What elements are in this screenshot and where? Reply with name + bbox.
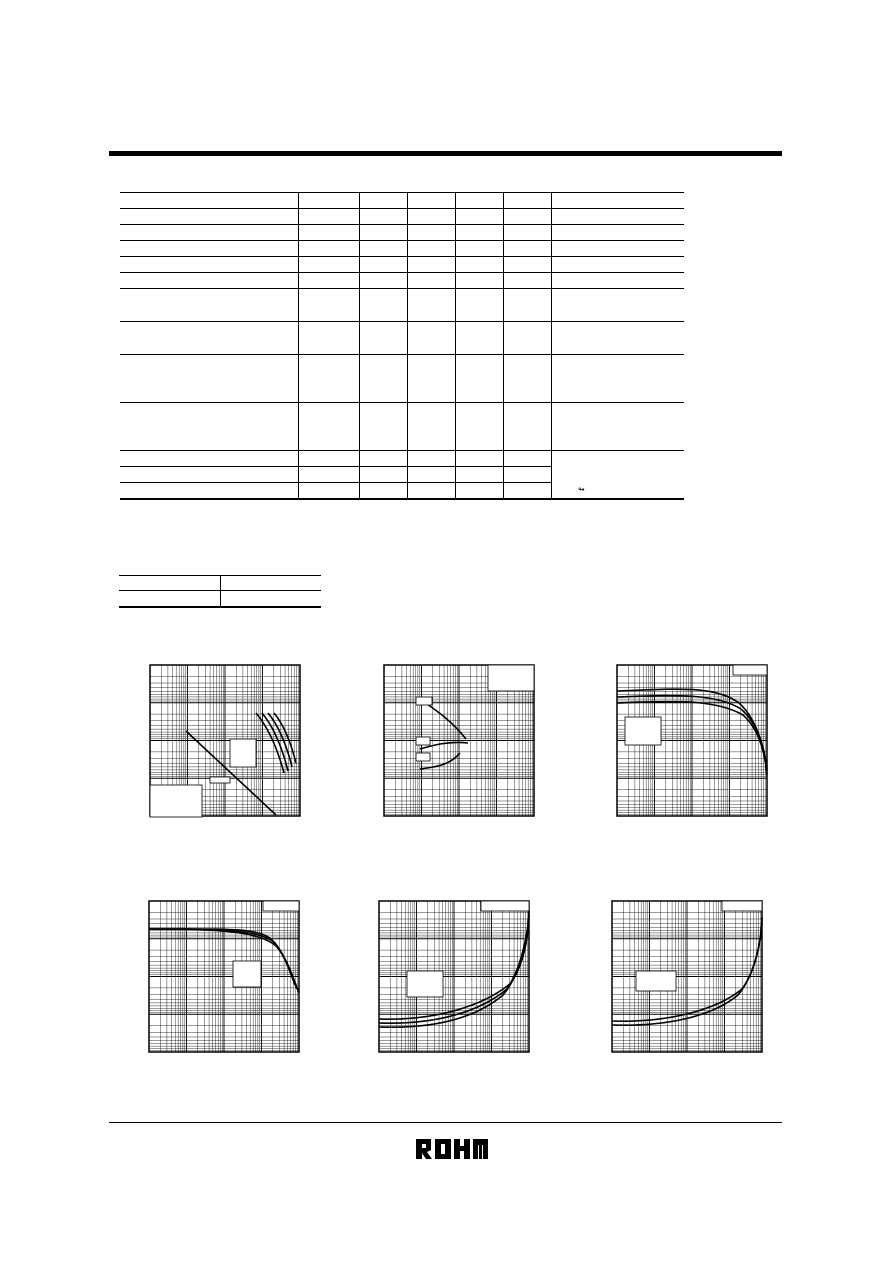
chart-5-label-box-2	[481, 901, 529, 911]
footer-rule	[109, 1122, 782, 1123]
packaging-table	[119, 575, 321, 608]
header-rule	[109, 151, 782, 156]
chart-5-plot	[377, 899, 531, 1054]
chart-4	[147, 899, 301, 1054]
chart-2-label-box-3	[416, 737, 430, 745]
chart-6	[610, 899, 764, 1054]
chart-4-label-box-1	[233, 961, 261, 987]
chart-6-plot	[610, 899, 764, 1054]
chart-1-label-box-3	[210, 777, 230, 783]
chart-5	[377, 899, 531, 1054]
chart-1-label-box-1	[230, 739, 256, 767]
arrow-icon: ↬	[578, 485, 585, 494]
chart-2-label-box-2	[416, 697, 432, 705]
chart-2	[382, 663, 536, 818]
chart-1-plot	[148, 663, 302, 818]
chart-4-plot	[147, 899, 301, 1054]
chart-3-label-box-1	[625, 717, 661, 745]
chart-3-plot	[615, 663, 769, 818]
chart-3-label-box-2	[733, 665, 767, 675]
chart-1-label-box-2	[150, 785, 202, 817]
electrical-characteristics-table	[120, 192, 684, 500]
chart-1	[148, 663, 302, 818]
chart-2-label-box-4	[416, 753, 430, 761]
chart-6-label-box-2	[722, 901, 762, 911]
chart-6-label-box-1	[636, 971, 676, 991]
rohm-logo	[415, 1138, 489, 1160]
chart-3	[615, 663, 769, 818]
chart-2-plot	[382, 663, 536, 818]
chart-2-label-box-1	[488, 665, 534, 691]
chart-4-label-box-2	[263, 901, 299, 911]
chart-5-label-box-1	[407, 971, 443, 997]
